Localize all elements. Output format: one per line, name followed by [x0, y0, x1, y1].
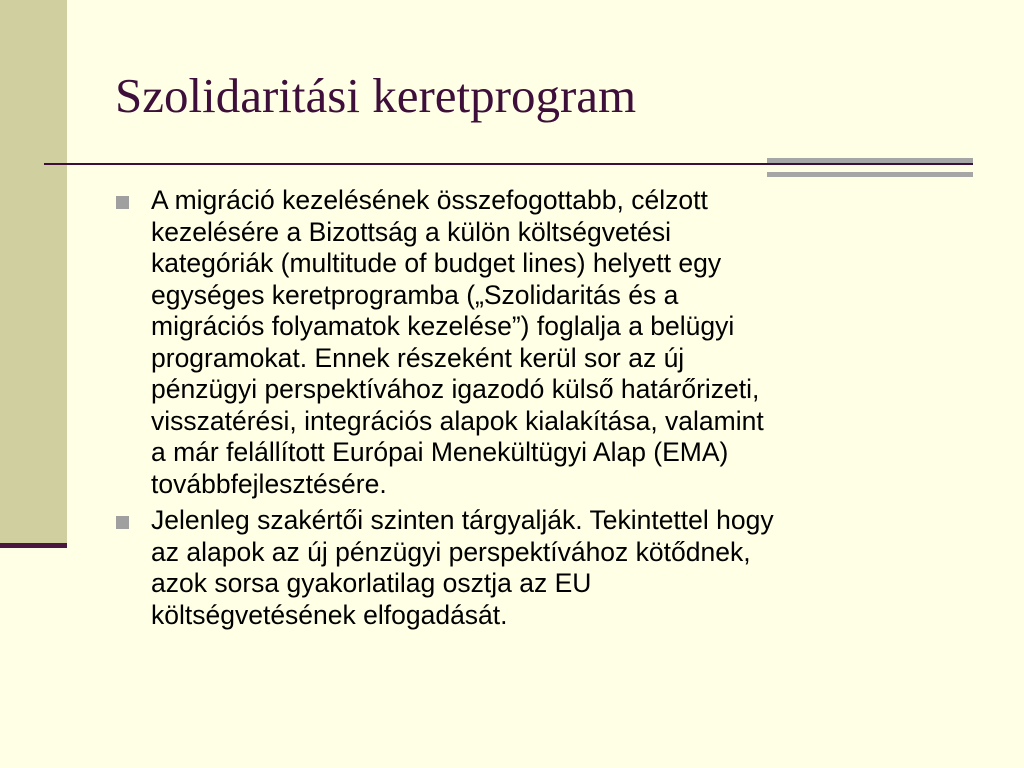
divider-accent-bottom [767, 172, 973, 177]
bullet-line: A migráció kezelésének összefogottabb, célzott [151, 185, 708, 215]
bullet-line: az alapok az új pénzügyi perspektívához kötődnek, [151, 536, 751, 567]
bullet-line: migrációs folyamatok kezelése”) foglalja a belügyi [151, 311, 735, 341]
bullet-line: költségvetésének elfogadását. [151, 599, 508, 630]
divider-accent-top [767, 158, 973, 163]
title-divider [44, 163, 973, 165]
bullet-line: programokat. Ennek részeként kerül sor az új [151, 342, 685, 373]
slide-title: Szolidaritási keretprogram [115, 68, 637, 123]
square-bullet-icon [116, 196, 129, 209]
bullet-line: továbbfejlesztésére. [151, 468, 387, 499]
left-accent-bar [0, 543, 67, 548]
bullet-line: azok sorsa gyakorlatilag osztja az EU [151, 568, 592, 598]
bullet-line: visszatérési, integrációs alapok kialakítása, valamint [151, 405, 764, 436]
bullet-item-1 [113, 185, 973, 500]
bullet-line: pénzügyi perspektívához igazodó külső határőrizeti, [151, 374, 760, 404]
bullet-list [113, 185, 973, 636]
bullet-line: kategóriák (multitude of budget lines) helyett egy [151, 248, 722, 278]
bullet-line: Jelenleg szakértői szinten tárgyalják. Tekintettel hogy [151, 505, 774, 535]
square-bullet-icon [116, 516, 129, 529]
bullet-item-2 [113, 505, 973, 631]
left-decorative-band [0, 0, 67, 543]
bullet-line: kezelésére a Bizottság a külön költségvetési [151, 216, 671, 247]
bullet-line: a már felállított Európai Menekültügyi Alap (EMA) [151, 437, 729, 467]
bullet-line: egységes keretprogramba („Szolidaritás és a [151, 279, 679, 310]
